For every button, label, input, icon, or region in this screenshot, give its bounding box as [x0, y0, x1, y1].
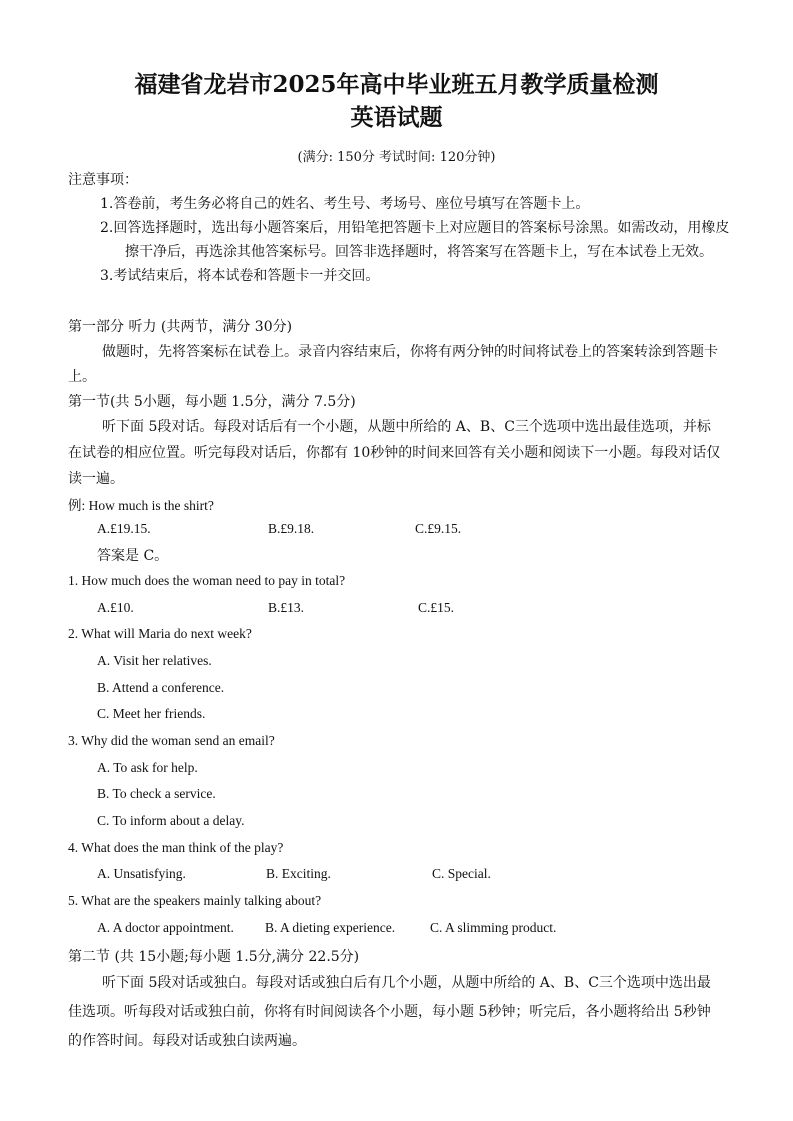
note-item-2-line-1: 2.回答选择题时，选出每小题答案后，用铅笔把答题卡上对应题目的答案标号涂黑。如需改动，用橡皮: [100, 220, 730, 236]
notes-heading: 注意事项：: [68, 172, 138, 188]
section2-heading: 第二节 (共 15小题;每小题 1.5分,满分 22.5分): [68, 949, 360, 965]
q5-option-c: C. A slimming product.: [430, 920, 557, 935]
section2-instruction-line-1: 听下面 5段对话或独白。每段对话或独白后有几个小题，从题中所给的 A、B、C三个选项中选出最: [102, 975, 711, 991]
q4-option-c: C. Special.: [432, 866, 491, 881]
q1-option-a: A.£10.: [97, 600, 134, 615]
example-option-a: A.£19.15.: [97, 521, 151, 536]
question-3: 3. Why did the woman send an email?: [68, 733, 275, 748]
example-option-b: B.£9.18.: [268, 521, 315, 536]
q1-option-b: B.£13.: [268, 600, 305, 615]
part1-instruction-line-2: 上。: [68, 369, 96, 385]
example-answer: 答案是 C。: [97, 548, 169, 564]
q4-option-b: B. Exciting.: [266, 866, 331, 881]
note-item-1: 1.答卷前，考生务必将自己的姓名、考生号、考场号、座位号填写在答题卡上。: [100, 196, 590, 212]
question-4: 4. What does the man think of the play?: [68, 840, 284, 855]
q2-option-b: B. Attend a conference.: [97, 680, 225, 695]
q5-option-a: A. A doctor appointment.: [97, 920, 234, 935]
page-title: 福建省龙岩市2025年高中毕业班五月教学质量检测: [134, 71, 659, 98]
question-2: 2. What will Maria do next week?: [68, 626, 252, 641]
q1-option-c: C.£15.: [418, 600, 455, 615]
example-question: 例: How much is the shirt?: [68, 498, 214, 513]
part1-instruction-line-1: 做题时，先将答案标在试卷上。录音内容结束后，你将有两分钟的时间将试卷上的答案转涂到答题卡: [102, 344, 718, 360]
q3-option-b: B. To check a service.: [97, 786, 216, 801]
score-time-info: (满分: 150分 考试时间: 120分钟): [297, 150, 496, 165]
page-subtitle: 英语试题: [350, 104, 443, 131]
q2-option-a: A. Visit her relatives.: [97, 653, 212, 668]
q4-option-a: A. Unsatisfying.: [97, 866, 186, 881]
section1-instruction-line-1: 听下面 5段对话。每段对话后有一个小题，从题中所给的 A、B、C三个选项中选出最佳选项，并标: [102, 419, 711, 435]
note-item-3: 3.考试结束后，将本试卷和答题卡一并交回。: [100, 268, 380, 284]
q2-option-c: C. Meet her friends.: [97, 706, 206, 721]
section2-instruction-line-2: 佳选项。听每段对话或独白前，你将有时间阅读各个小题，每小题 5秒钟；听完后，各小题将给出 5秒钟: [68, 1004, 711, 1020]
q5-option-b: B. A dieting experience.: [265, 920, 396, 935]
question-5: 5. What are the speakers mainly talking about?: [68, 893, 322, 908]
part1-heading: 第一部分 听力 (共两节，满分 30分): [68, 319, 293, 335]
q3-option-c: C. To inform about a delay.: [97, 813, 245, 828]
note-item-2-line-2: 擦干净后，再选涂其他答案标号。回答非选择题时，将答案写在答题卡上，写在本试卷上无效。: [125, 244, 713, 260]
section2-instruction-line-3: 的作答时间。每段对话或独白读两遍。: [68, 1033, 306, 1049]
q3-option-a: A. To ask for help.: [97, 760, 198, 775]
section1-instruction-line-2: 在试卷的相应位置。听完每段对话后，你都有 10秒钟的时间来回答有关小题和阅读下一小题。每段对话仅: [68, 445, 721, 461]
section1-instruction-line-3: 读一遍。: [68, 471, 124, 487]
example-option-c: C.£9.15.: [415, 521, 462, 536]
section1-heading: 第一节(共 5小题，每小题 1.5分，满分 7.5分): [68, 394, 356, 410]
question-1: 1. How much does the woman need to pay in total?: [68, 573, 346, 588]
